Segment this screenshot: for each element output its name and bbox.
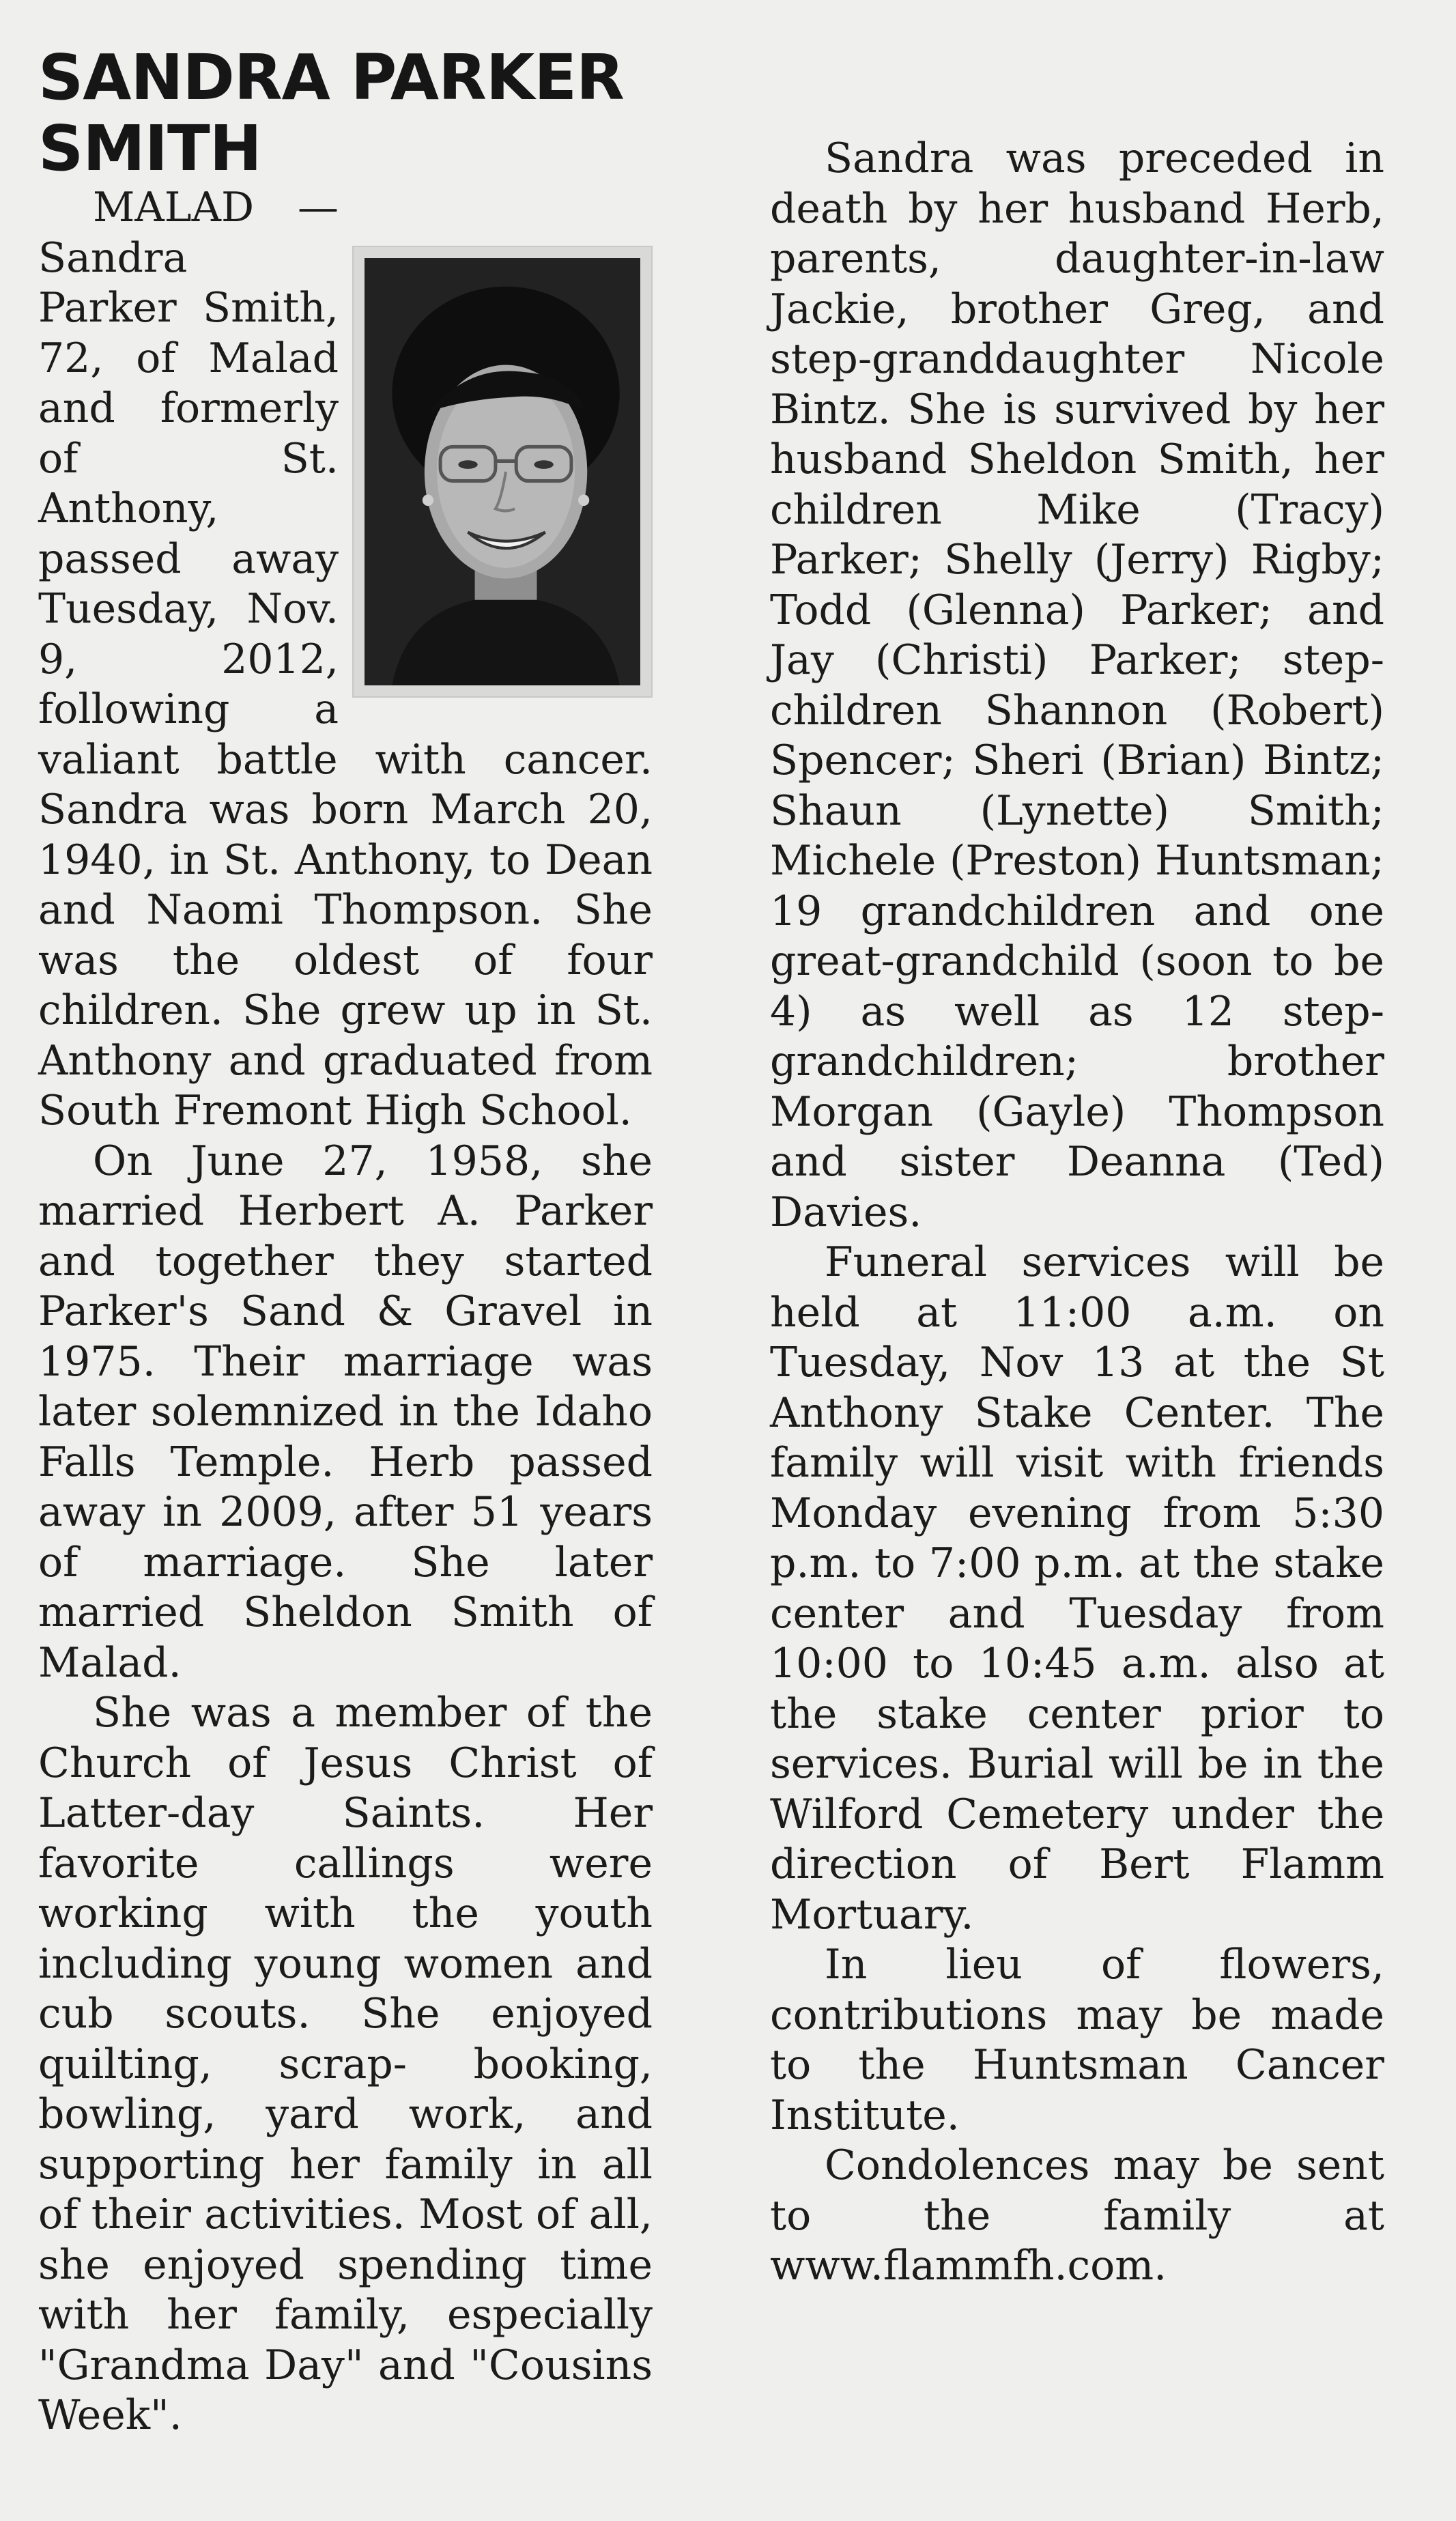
- obituary-headline: [38, 42, 721, 184]
- right-column: [770, 134, 1384, 2292]
- paragraph-church-and-hobbies: She was a member of the Church of Jesus Christ of Latter-day Saints. Her favorite callings were working with the youth including young women and cub scouts. She enjoyed quilting, scrap- booking, bowling, yard work, and supporting her family in all of their activities. Most of all, she enjoyed spending time with her family, especially "Grandma Day" and "Cousins Week".: [38, 1689, 653, 2439]
- paragraph-funeral-services: Funeral services will be held at 11:00 a.m. on Tuesday, Nov 13 at the St Anthony Stake Center. The family will visit with friends Monday evening from 5:30 p.m. to 7:00 p.m. at the stake center and Tuesday from 10:00 to 10:45 a.m. also at the stake center prior to services. Burial will be in the Wilford Cemetery under the direction of Bert Flamm Mortuary.: [770, 1238, 1384, 1939]
- paragraph-marriage: On June 27, 1958, she married Herbert A. Parker and together they started Parker's Sand & Gravel in 1975. Their marriage was later solemnized in the Idaho Falls Temple. Herb passed away in 2009, after 51 years of marriage. She later married Sheldon Smith of Malad.: [38, 1137, 653, 1687]
- portrait-photo: [352, 246, 653, 698]
- paragraph-donations: In lieu of flowers, contributions may be made to the Huntsman Cancer Institute.: [770, 1941, 1384, 2139]
- paragraph-life-summary: MALAD — Sandra Parker Smith, 72, of Malad and formerly of St. Anthony, passed away Tuesday, Nov. 9, 2012, following a valiant battle with cancer. Sandra was born March 20, 1940, in St. Anthony, to Dean and Naomi Thompson. She was the oldest of four children. She grew up in St. Anthony and graduated from South Fremont High School.: [38, 184, 653, 1135]
- portrait-image: [365, 258, 640, 685]
- paragraph-family: Sandra was preceded in death by her husband Herb, parents, daughter-in-law Jackie, brother Greg, and step-granddaughter Nicole Bintz. She is survived by her husband Sheldon Smith, her children Mike (Tracy) Parker; Shelly (Jerry) Rigby; Todd (Glenna) Parker; and Jay (Christi) Parker; step-children Shannon (Robert) Spencer; Sheri (Brian) Bintz; Shaun (Lynette) Smith; Michele (Preston) Huntsman; 19 grandchildren and one great-grandchild (soon to be 4) as well as 12 step-grandchildren; brother Morgan (Gayle) Thompson and sister Deanna (Ted) Davies.: [770, 134, 1384, 1236]
- paragraph-condolences: Condolences may be sent to the family at www.flammfh.com.: [770, 2141, 1384, 2290]
- headline-line-2: SMITH: [38, 112, 261, 185]
- left-column: [38, 183, 653, 2441]
- headline-line-1: SANDRA PARKER: [38, 41, 624, 114]
